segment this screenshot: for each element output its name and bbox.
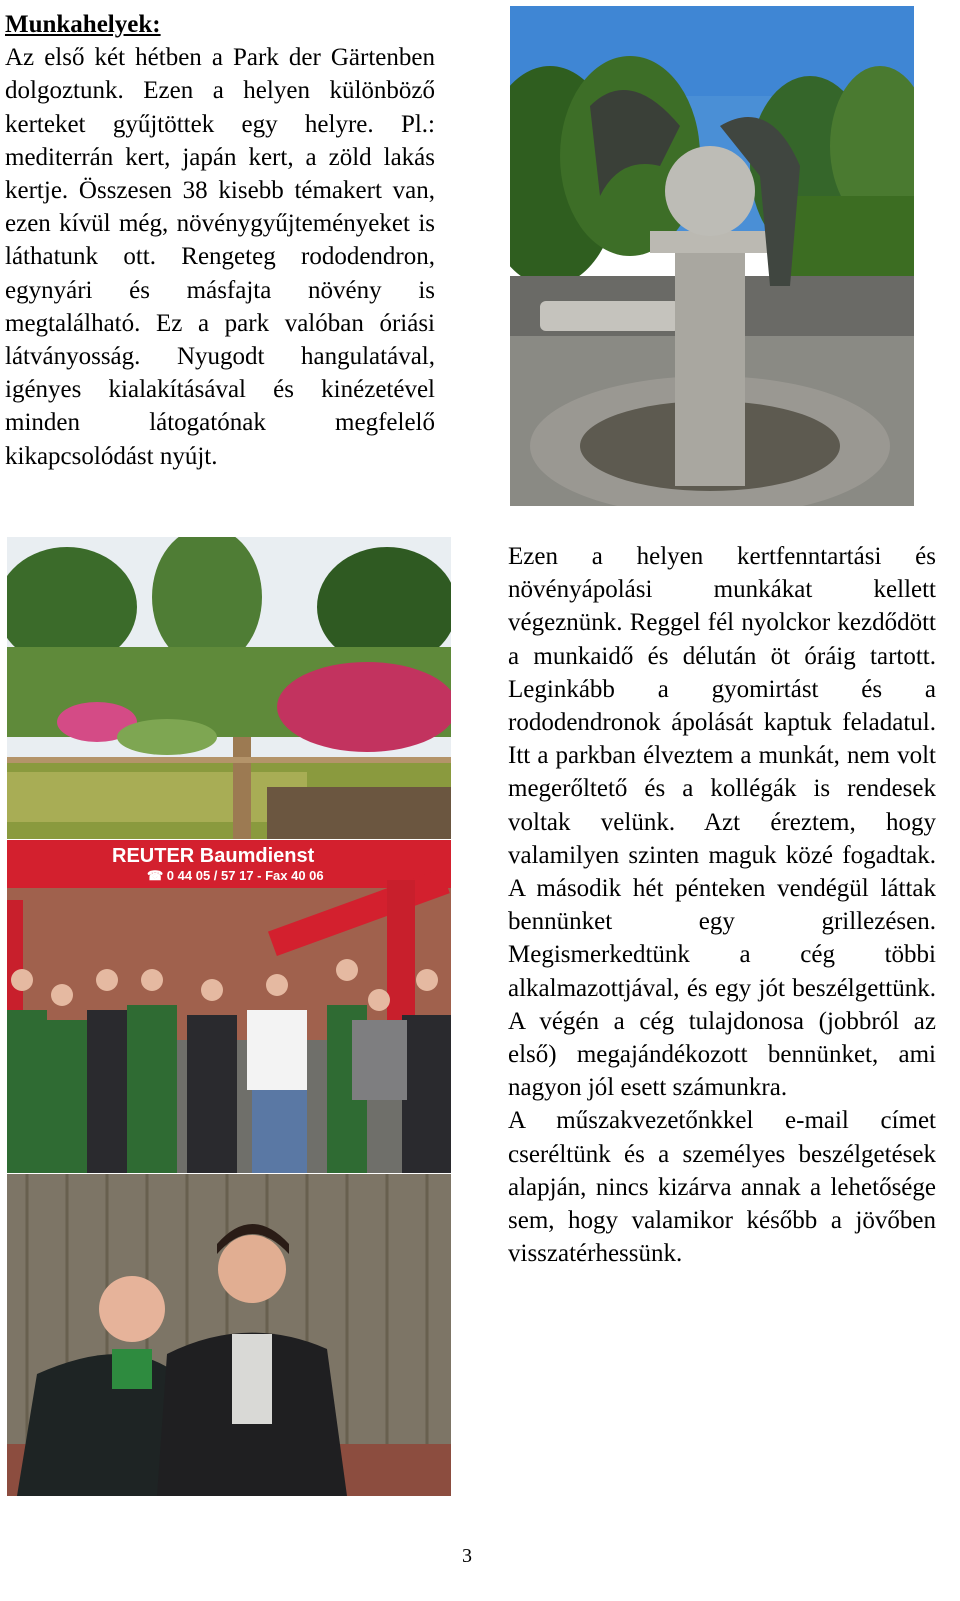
group-photo <box>7 840 451 1173</box>
left-column <box>5 8 435 473</box>
park-garden-photo <box>7 537 451 839</box>
company-phone-sign: ☎ 0 44 05 / 57 17 - Fax 40 06 <box>147 868 324 883</box>
section-heading: Munkahelyek: <box>5 11 161 38</box>
right-column <box>508 540 936 1270</box>
work-paragraph: Ezen a helyen kertfenntartási és növényápolási munkákat kellett végeznünk. Reggel fél nyolckor kezdődött a munkaidő és délután öt óráig tartott. Leginkább a gyomirtást és a rododendronok ápolását kaptuk feladatul. Itt a parkban élveztem a munkát, nem volt megerőltető és a kollégák is rendesek voltak velünk. Azt éreztem, hogy valamilyen szinten maguk közé fogadtak. A második hét pénteken vendégül láttak bennünket egy grillezésen. Megismerkedtünk a cég többi alkalmazottjával, és egy jót beszélgettünk. A végén a cég tulajdonosa (jobbról az első) megajándékozott bennünket, ami nagyon jól esett számunkra. <box>508 543 936 1102</box>
owner-and-student-photo <box>7 1174 451 1496</box>
page-number: 3 <box>462 1545 472 1567</box>
intro-paragraph: Az első két hétben a Park der Gärtenben dolgoztunk. Ezen a helyen különböző kerteket gyűjtöttek egy helyre. Pl.: mediterrán kert, japán kert, a zöld lakás kertje. Összesen 38 kisebb témakert van, ezen kívül még, növénygyűjteményeket is láthatunk ott. Rengeteg rododendron, egynyári és másfajta növény is megtalálható. Ez a park valóban óriási látványosság. Nyugodt hangulatával, igényes kialakításával és kinézetével minden látogatónak megfelelő kikapcsolódást nyújt. <box>5 44 435 470</box>
company-sign: REUTER Baumdienst <box>112 845 315 867</box>
contact-paragraph: A műszakvezetőnkkel e-mail címet cseréltünk és a személyes beszélgetések alapján, nincs kizárva annak a lehetősége sem, hogy valamikor később a jövőben visszatérhessünk. <box>508 1107 936 1268</box>
fountain-sculpture-photo <box>510 6 914 506</box>
